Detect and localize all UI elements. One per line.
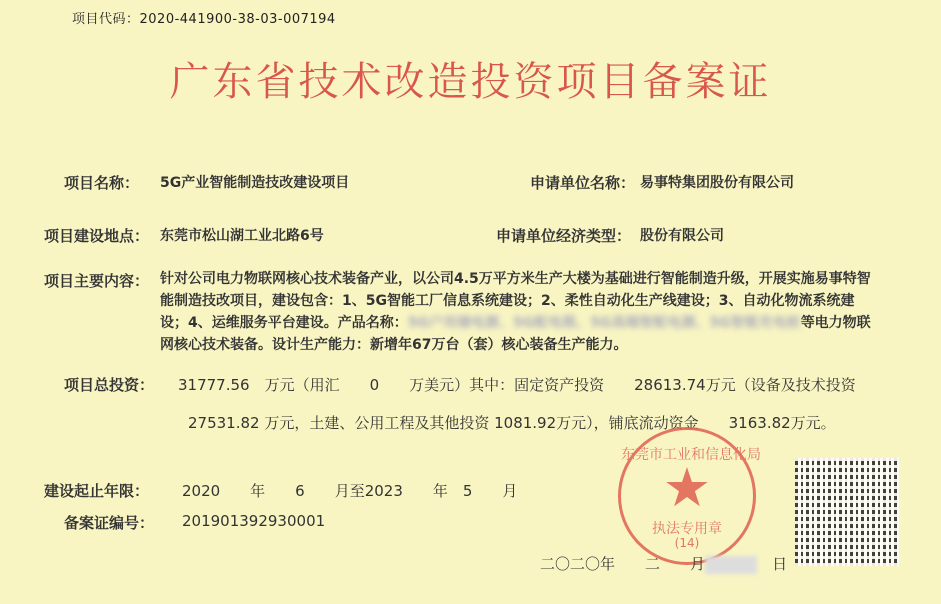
investment-line2: 27531.82 万元，土建、公用工程及其他投资 1081.92万元），铺底流动资金 3163.82万元。 xyxy=(188,414,836,432)
location-label: 项目建设地点： xyxy=(44,227,150,245)
project-code xyxy=(72,8,336,27)
qr-code xyxy=(795,458,899,566)
star-icon: ★ xyxy=(662,456,712,519)
project-content xyxy=(160,268,880,356)
document-title: 广东省技术改造投资项目备案证 xyxy=(169,59,772,105)
econ-type: 股份有限公司 xyxy=(640,228,724,244)
record-no-label: 备案证编号： xyxy=(64,514,155,532)
period: 2020 年 6 月至2023 年 5 月 xyxy=(182,482,518,500)
official-seal xyxy=(618,427,761,565)
applicant: 易事特集团股份有限公司 xyxy=(640,175,794,191)
seal-top-text: 东莞市工业和信息化局 xyxy=(621,447,761,463)
content-text-b: 等电力物联网核心技术装备。设计生产能力：新增年67万台（套）核心装备生产能力。 xyxy=(160,315,871,353)
content-label: 项目主要内容： xyxy=(44,272,150,290)
applicant-label: 申请单位名称： xyxy=(530,174,636,192)
content-text-a: 针对公司电力物联网核心技术装备产业，以公司4.5万平方米生产大楼为基础进行智能制造升级，开展实施易事特智能制造技改项目，建设包含：1、5G智能工厂信息系统建设；2、柔性自动化生产线建设；3、自动化物流系统建设；4、运维服务平台建设。产品名称： xyxy=(160,271,871,331)
seal-bottom-text: 执法专用章 xyxy=(652,521,722,537)
date-day-blurred xyxy=(705,556,757,574)
period-label: 建设起止年限： xyxy=(44,482,150,500)
project-name: 5G产业智能制造技改建设项目 xyxy=(160,175,350,191)
record-no: 201901392930001 xyxy=(182,512,326,530)
content-blurred: 5G户用储电源、5G配电箱、5G高端智配电源、5G智能充电桩 xyxy=(407,315,801,331)
investment-line1: 31777.56 万元（用汇 0 万美元）其中：固定资产投资 28613.74万元（设备及技术投资 xyxy=(178,376,856,394)
seal-number: (14) xyxy=(674,536,700,550)
date-month: 二 月 xyxy=(645,555,706,573)
investment-label: 项目总投资： xyxy=(64,376,155,394)
date-day: 日 xyxy=(772,555,788,573)
project-code-value: 2020-441900-38-03-007194 xyxy=(139,12,336,27)
location: 东莞市松山湖工业北路6号 xyxy=(160,228,324,244)
date-year: 二〇二〇年 xyxy=(540,555,616,573)
project-name-label: 项目名称： xyxy=(64,174,140,192)
econ-type-label: 申请单位经济类型： xyxy=(496,227,632,245)
issue-date xyxy=(540,553,787,574)
project-code-label: 项目代码： xyxy=(72,12,140,27)
